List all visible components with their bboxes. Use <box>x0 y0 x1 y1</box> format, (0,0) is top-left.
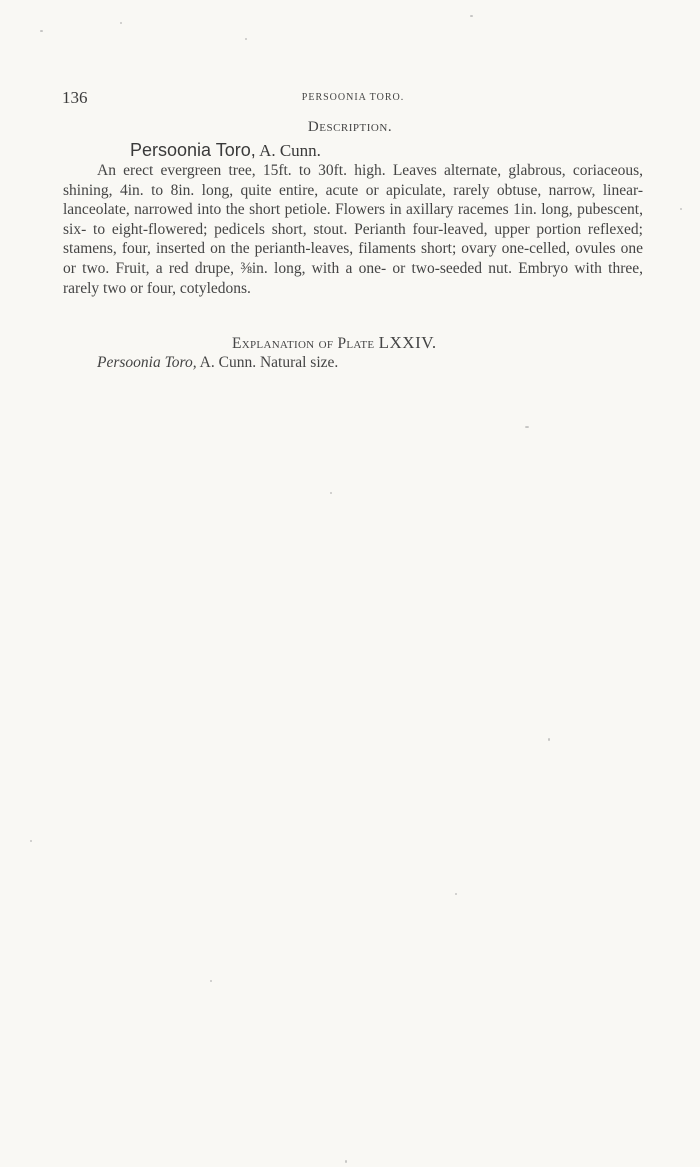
paper-speck <box>210 980 212 982</box>
plate-heading <box>232 333 437 353</box>
plate-numeral: LXXIV. <box>378 333 437 352</box>
paper-speck <box>245 38 247 40</box>
plate-explanation <box>97 354 338 372</box>
paper-speck <box>345 1160 347 1163</box>
paper-speck <box>680 208 682 210</box>
paper-speck <box>330 492 332 494</box>
page-number: 136 <box>62 88 88 107</box>
page-header <box>62 88 644 110</box>
paper-speck <box>470 15 473 17</box>
species-title <box>130 140 321 161</box>
description-paragraph: An erect evergreen tree, 15ft. to 30ft. high. Leaves alternate, glabrous, coriaceous, shining, 4in. to 8in. long, quite entire, acute or apiculate, rarely obtuse, narrow, linear-lanceolate, narrowed into the short petiole. Flowers in axillary racemes 1in. long, pubescent, six- to eight-flowered; pedicels short, stout. Perianth four-leaved, upper portion reflexed; stamens, four, inserted on the perianth-leaves, filaments short; ovary one-celled, ovules one or two. Fruit, a red drupe, ⅜in. long, with a one- or two-seeded nut. Embryo with three, rarely two or four, cotyledons. <box>63 162 643 297</box>
description-heading: Description. <box>307 119 393 135</box>
species-name: Persoonia Toro, <box>130 140 256 160</box>
running-title: PERSOONIA TORO. <box>301 92 405 103</box>
plate-caption: A. Cunn. Natural size. <box>199 354 339 371</box>
plate-species-name: Persoonia Toro, <box>97 354 197 371</box>
paper-speck <box>120 22 122 24</box>
paper-speck <box>455 893 457 895</box>
paper-speck <box>548 738 550 741</box>
paper-speck <box>525 426 529 428</box>
plate-heading-label: Explanation of Plate <box>232 335 375 352</box>
paper-speck <box>30 840 32 842</box>
paper-speck <box>40 30 43 32</box>
species-authority: A. Cunn. <box>259 141 321 160</box>
